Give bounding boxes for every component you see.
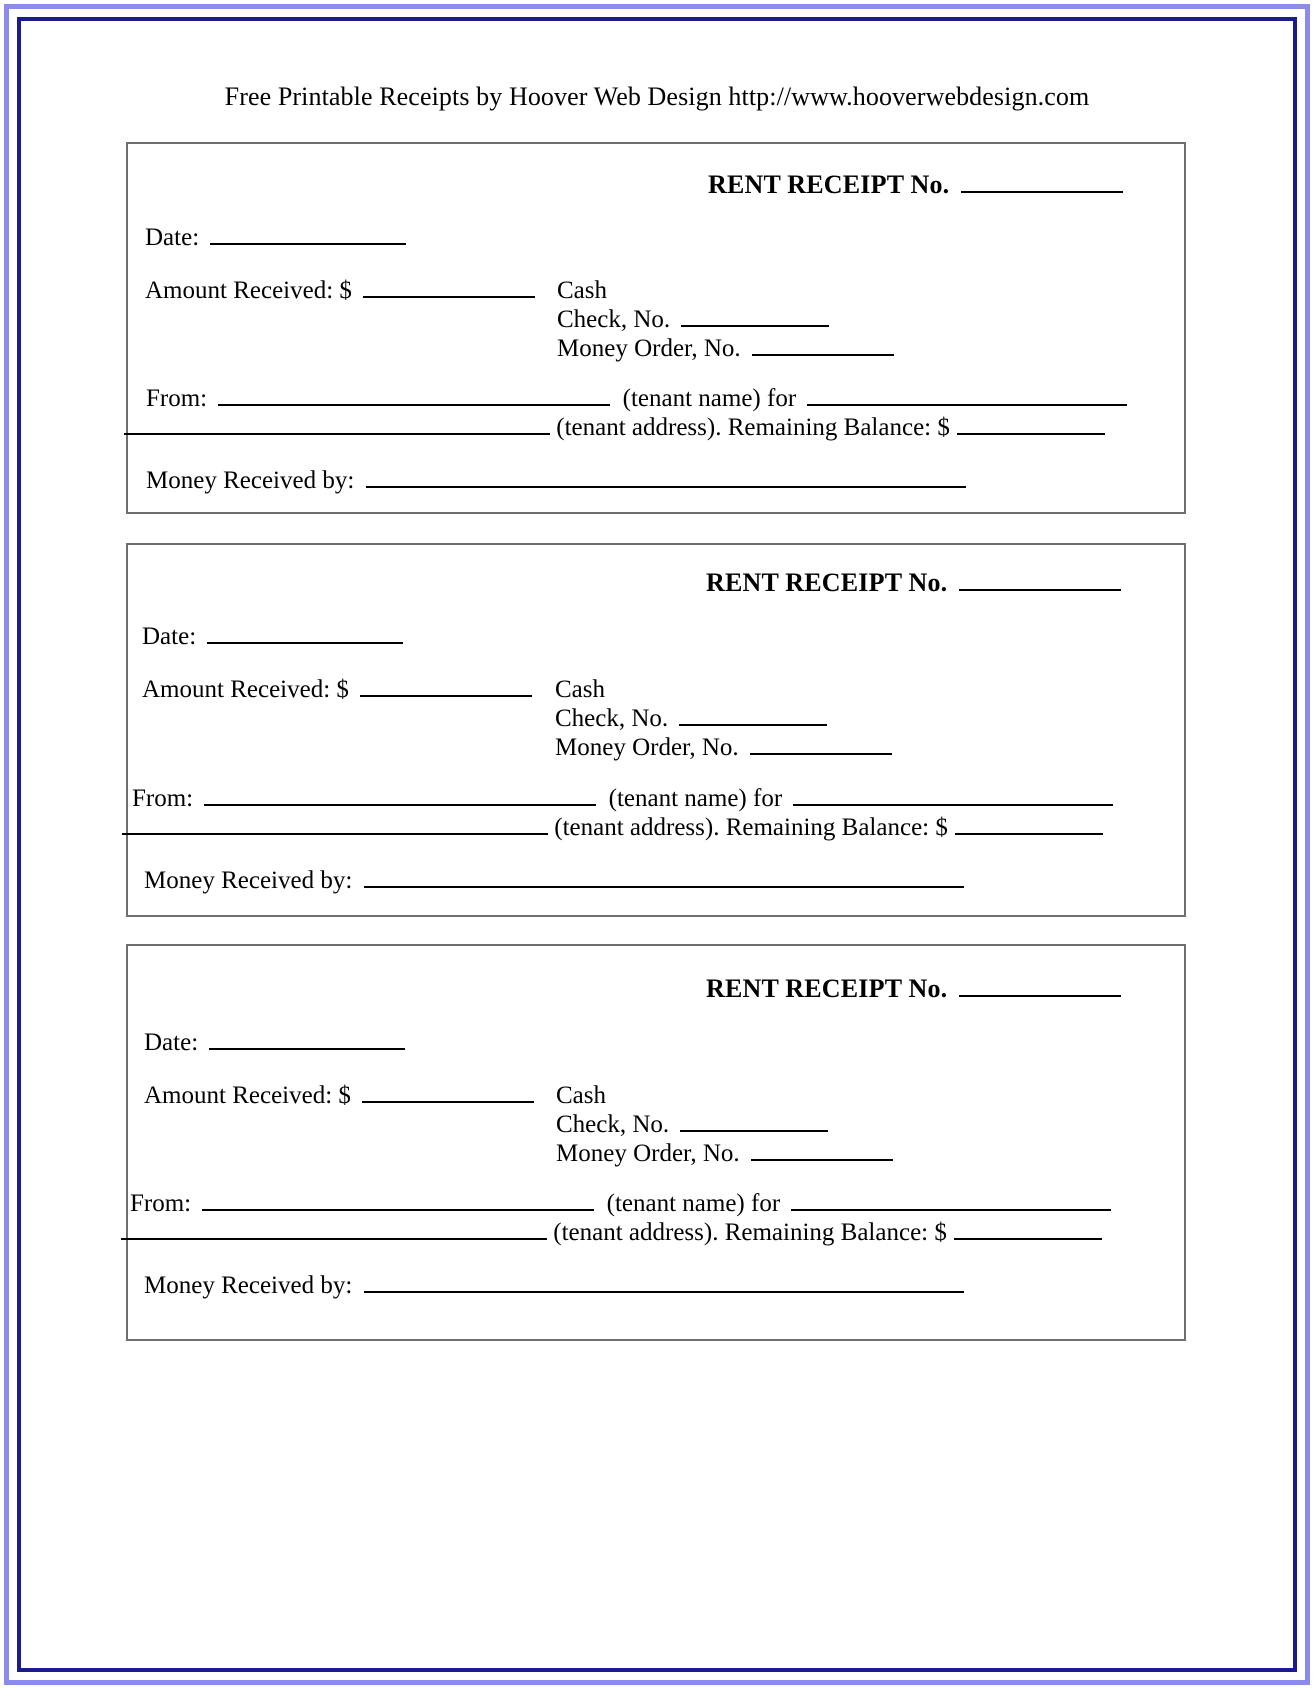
money-order-label: Money Order, No.: [555, 734, 739, 761]
tenant-address-note: (tenant address). Remaining Balance: $: [554, 814, 948, 841]
property-blank[interactable]: [807, 385, 1127, 406]
payment-method-check[interactable]: [556, 1110, 893, 1139]
tenant-address-row: [120, 1218, 1102, 1248]
payment-method-money-order[interactable]: [555, 733, 892, 762]
amount-received-blank[interactable]: [360, 676, 532, 697]
date-label: Date:: [145, 224, 200, 251]
date-label: Date:: [142, 623, 197, 650]
amount-received-blank[interactable]: [362, 1082, 534, 1103]
amount-received-label: Amount Received: $: [144, 1082, 351, 1109]
money-received-by-label: Money Received by:: [144, 867, 353, 894]
payment-method-cash[interactable]: [557, 276, 894, 305]
from-row: [146, 384, 1127, 414]
money-received-by-blank[interactable]: [364, 867, 964, 888]
tenant-address-row: [121, 813, 1103, 843]
date-row: [144, 1028, 405, 1058]
from-label: From:: [146, 385, 208, 412]
receipt-title-label: RENT RECEIPT No.: [706, 568, 948, 597]
cash-label: Cash: [556, 1082, 606, 1109]
property-blank[interactable]: [791, 1190, 1111, 1211]
tenant-name-note: (tenant name) for: [606, 1190, 781, 1217]
payment-method-cash[interactable]: [555, 675, 892, 704]
tenant-name-blank[interactable]: [202, 1190, 594, 1211]
check-label: Check, No.: [556, 1111, 670, 1138]
payment-method-check[interactable]: [557, 305, 894, 334]
receipt-title-label: RENT RECEIPT No.: [708, 170, 950, 199]
date-blank[interactable]: [210, 224, 406, 245]
check-number-blank[interactable]: [681, 306, 829, 327]
payment-method-money-order[interactable]: [557, 334, 894, 363]
receipt-number-blank[interactable]: [959, 570, 1121, 591]
amount-received-blank[interactable]: [363, 277, 535, 298]
tenant-address-blank[interactable]: [122, 814, 548, 835]
date-row: [145, 223, 406, 253]
money-order-label: Money Order, No.: [556, 1140, 740, 1167]
check-label: Check, No.: [557, 306, 671, 333]
money-received-by-row: [146, 466, 966, 496]
tenant-name-blank[interactable]: [204, 785, 596, 806]
payment-method-check[interactable]: [555, 704, 892, 733]
payment-method-money-order[interactable]: [556, 1139, 893, 1168]
tenant-name-note: (tenant name) for: [608, 785, 783, 812]
amount-received-row: [145, 276, 535, 306]
amount-received-row: [144, 1081, 534, 1111]
money-order-number-blank[interactable]: [752, 335, 894, 356]
receipt-number-blank[interactable]: [961, 172, 1123, 193]
tenant-name-blank[interactable]: [218, 385, 610, 406]
date-row: [142, 622, 403, 652]
money-received-by-blank[interactable]: [364, 1272, 964, 1293]
check-label: Check, No.: [555, 705, 669, 732]
receipt-title-row: [708, 170, 1123, 200]
money-received-by-row: [144, 1271, 964, 1301]
money-received-by-row: [144, 866, 964, 896]
payment-method-cash[interactable]: [556, 1081, 893, 1110]
check-number-blank[interactable]: [680, 1111, 828, 1132]
tenant-address-row: [123, 413, 1105, 443]
tenant-address-note: (tenant address). Remaining Balance: $: [553, 1219, 947, 1246]
payment-method-group: [555, 675, 892, 762]
tenant-address-blank[interactable]: [121, 1219, 547, 1240]
from-row: [130, 1189, 1111, 1219]
check-number-blank[interactable]: [679, 705, 827, 726]
amount-received-label: Amount Received: $: [145, 277, 352, 304]
payment-method-group: [557, 276, 894, 363]
money-received-by-label: Money Received by:: [146, 467, 355, 494]
rent-receipt-card: [126, 142, 1186, 514]
money-received-by-blank[interactable]: [366, 467, 966, 488]
cash-label: Cash: [557, 277, 607, 304]
from-label: From:: [132, 785, 194, 812]
receipt-title-row: [706, 568, 1121, 598]
property-blank[interactable]: [793, 785, 1113, 806]
receipt-number-blank[interactable]: [959, 976, 1121, 997]
rent-receipt-card: [126, 543, 1186, 917]
money-received-by-label: Money Received by:: [144, 1272, 353, 1299]
remaining-balance-blank[interactable]: [955, 814, 1103, 835]
date-label: Date:: [144, 1029, 199, 1056]
remaining-balance-blank[interactable]: [957, 414, 1105, 435]
site-credit-line: Free Printable Receipts by Hoover Web Design http://www.hooverwebdesign.com: [224, 82, 1090, 111]
payment-method-group: [556, 1081, 893, 1168]
amount-received-row: [142, 675, 532, 705]
receipt-title-row: [706, 974, 1121, 1004]
tenant-address-note: (tenant address). Remaining Balance: $: [556, 414, 950, 441]
remaining-balance-blank[interactable]: [954, 1219, 1102, 1240]
date-blank[interactable]: [207, 623, 403, 644]
amount-received-label: Amount Received: $: [142, 676, 349, 703]
money-order-label: Money Order, No.: [557, 335, 741, 362]
tenant-address-blank[interactable]: [124, 414, 550, 435]
cash-label: Cash: [555, 676, 605, 703]
from-label: From:: [130, 1190, 192, 1217]
from-row: [132, 784, 1113, 814]
money-order-number-blank[interactable]: [751, 1140, 893, 1161]
date-blank[interactable]: [209, 1029, 405, 1050]
money-order-number-blank[interactable]: [750, 734, 892, 755]
rent-receipt-card: [126, 944, 1186, 1341]
tenant-name-note: (tenant name) for: [622, 385, 797, 412]
receipt-title-label: RENT RECEIPT No.: [706, 974, 948, 1003]
